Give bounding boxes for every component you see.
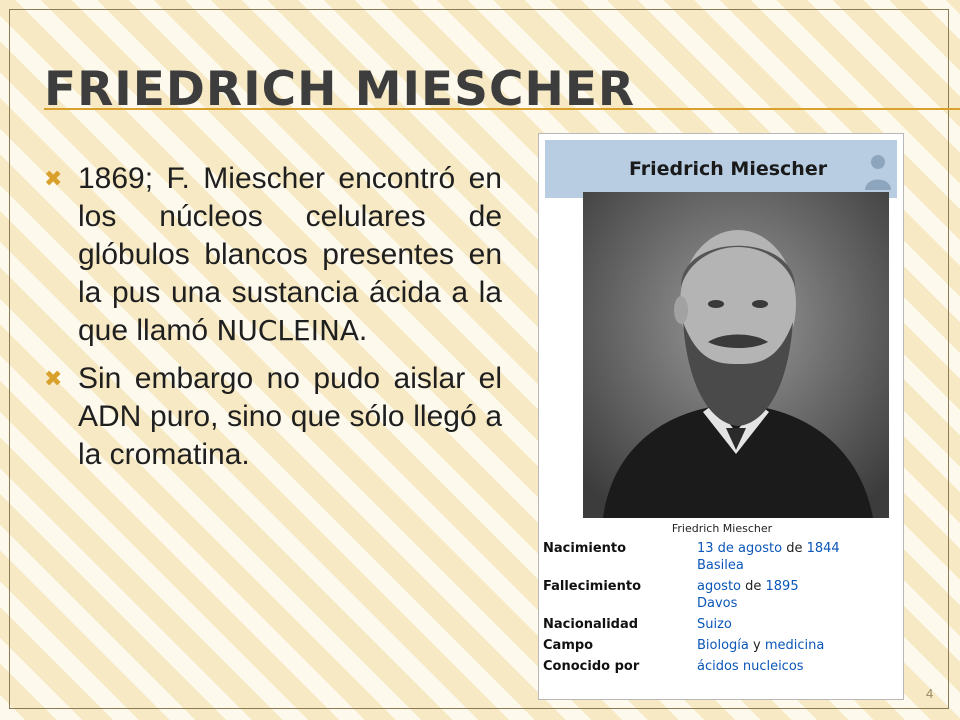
- row-fallecimiento: [543, 578, 899, 612]
- known-for-link[interactable]: ácidos nucleicos: [697, 659, 804, 674]
- row-value: [697, 540, 899, 574]
- wikipedia-infobox: [538, 133, 904, 700]
- bullet-1-text: 1869; F. Miescher encontró en los núcleos celulares de glóbulos blancos presentes en la pus una sustancia ácida a la que llamó: [78, 162, 502, 347]
- slide-title: FRIEDRICH MIESCHER: [44, 62, 636, 117]
- row-label: Nacimiento: [543, 541, 627, 556]
- bullet-2-text: Sin embargo no pudo aislar el ADN puro, sino que sólo llegó a la cromatina.: [78, 362, 502, 471]
- field-connector: y: [748, 638, 765, 653]
- infobox-header: [545, 140, 897, 198]
- portrait-photo: [583, 192, 889, 518]
- portrait-caption: Friedrich Miescher: [671, 522, 773, 535]
- row-nacimiento: [543, 540, 899, 574]
- infobox-table: [543, 540, 899, 679]
- bullet-list: [42, 160, 502, 484]
- row-label: Campo: [543, 638, 594, 653]
- death-place-link[interactable]: Davos: [697, 596, 738, 611]
- birth-year-link[interactable]: 1844: [806, 541, 840, 556]
- row-nacionalidad: [543, 616, 899, 633]
- row-label: Nacionalidad: [543, 617, 639, 632]
- row-value: [697, 616, 899, 633]
- birth-date-link[interactable]: 13 de agosto: [697, 541, 783, 556]
- death-date-link[interactable]: agosto: [697, 579, 741, 594]
- birth-connector: de: [782, 541, 807, 556]
- row-label: Fallecimiento: [543, 579, 642, 594]
- row-value: [697, 658, 899, 675]
- row-campo: [543, 637, 899, 654]
- field-medicine-link[interactable]: medicina: [764, 638, 825, 653]
- nationality-link[interactable]: Suizo: [697, 617, 732, 632]
- bullet-item-1: [42, 160, 502, 350]
- death-year-link[interactable]: 1895: [765, 579, 799, 594]
- row-conocido-por: [543, 658, 899, 675]
- infobox-title: Friedrich Miescher: [629, 158, 828, 180]
- x-mark-icon: ✖: [44, 366, 63, 391]
- page-number: 4: [926, 686, 934, 701]
- death-connector: de: [741, 579, 766, 594]
- x-mark-icon: ✖: [44, 166, 63, 191]
- row-value: [697, 637, 899, 654]
- title-underline: [44, 108, 960, 110]
- user-silhouette-icon: [863, 146, 893, 192]
- bullet-item-2: [42, 360, 502, 474]
- row-label: Conocido por: [543, 659, 640, 674]
- field-biology-link[interactable]: Biología: [697, 638, 749, 653]
- row-value: [697, 578, 899, 612]
- birth-place-link[interactable]: Basilea: [697, 558, 744, 573]
- bullet-1-emphasis: NUCLEINA.: [216, 314, 368, 347]
